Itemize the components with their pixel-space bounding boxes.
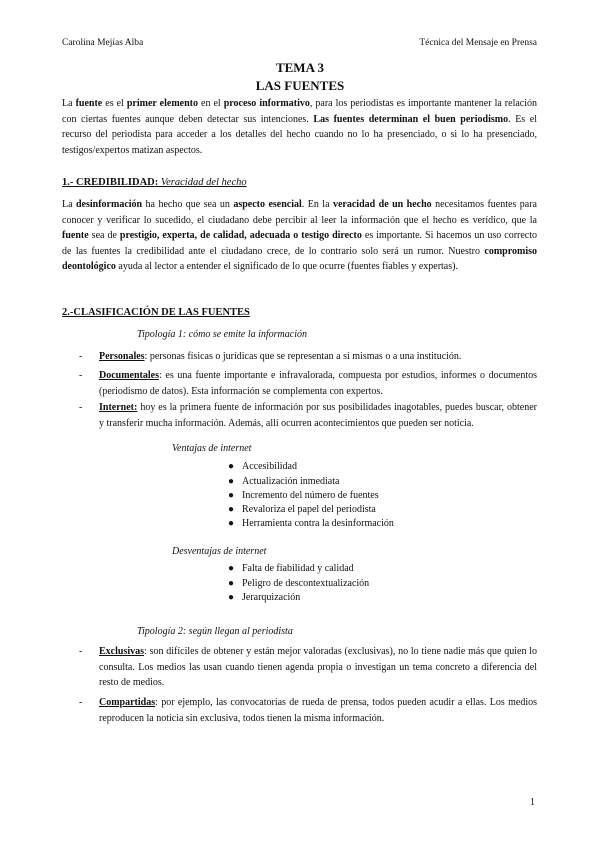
list-item-personales: - Personales: personas físicas o jurídicas que se representan a sí mismas o a una institución.: [79, 351, 462, 362]
list-item-documentales: - Documentales: es una fuente importante e infravalorada, compuesta por estudios, informes o documentos (periodismo de datos). Esta información se complementa con expertos.: [79, 370, 537, 397]
disadvantage-item: ● Peligro de descontextualización: [228, 578, 370, 589]
disadvantage-item: ● Jerarquización: [228, 592, 301, 603]
header-author: Carolina Mejías Alba: [62, 38, 144, 48]
disadvantage-item: ● Falta de fiabilidad y calidad: [228, 563, 354, 574]
advantage-item: ● Herramienta contra la desinformación: [228, 518, 394, 529]
document-title: TEMA 3: [275, 60, 325, 75]
advantages-heading: Ventajas de internet: [172, 443, 252, 454]
disadvantages-heading: Desventajas de internet: [172, 546, 267, 557]
section1-heading: 1.- CREDIBILIDAD: Veracidad del hecho: [62, 177, 247, 188]
section1-subtitle: Veracidad del hecho: [160, 177, 247, 188]
list-item-internet: - Internet: hoy es la primera fuente de información por sus posibilidades inagotables, puedes buscar, obtener y transferir mucha información. Además, allí ocurren acontecimientos que pueden ser noticia.: [79, 402, 537, 429]
advantage-item: ● Incremento del número de fuentes: [228, 490, 379, 501]
advantage-item: ● Accesibilidad: [228, 461, 297, 472]
list-item-exclusivas: - Exclusivas: son difíciles de obtener y están mejor valoradas (exclusivas), no lo tiene nadie más que quien lo consulta. Los medios las usan cuando tienen agenda propia o investigan un tema concreto a diferencia del resto de medios.: [79, 646, 537, 689]
intro-paragraph: La fuente es el primer elemento en el proceso informativo, para los periodistas es importante mantener la relación con ciertas fuentes aunque deben detectar sus intenciones. Las fuentes determinan el buen periodismo. Es el recurso del periodista para acceder a los detalles del hecho cuando no lo ha presenciado, o si lo ha presenciado, testigos/expertos matizan aspectos.: [62, 98, 538, 156]
page-number: 1: [530, 797, 535, 808]
advantage-item: ● Revaloriza el papel del periodista: [228, 504, 376, 515]
document-subtitle: LAS FUENTES: [255, 78, 345, 93]
advantage-item: ● Actualización inmediata: [228, 476, 340, 487]
list-item-compartidas: - Compartidas: por ejemplo, las convocatorias de rueda de prensa, todos pueden acudir a ellas. Los medios reproducen la noticia sin exclusiva, todos tienen la misma información.: [79, 697, 537, 724]
typology2-heading: Tipología 2: según llegan al periodista: [137, 626, 293, 637]
typology1-heading: Tipología 1: cómo se emite la información: [137, 329, 307, 340]
header-course: Técnica del Mensaje en Prensa: [419, 38, 537, 48]
section1-paragraph: La desinformación ha hecho que sea un aspecto esencial. En la veracidad de un hecho necesitamos fuentes para conocer y verificar lo sucedido, el ciudadano debe percibir al leer la información que el hecho es verídico, que la fuente sea de prestigio, experta, de calidad, adecuada o testigo directo es importante. Si hacemos un uso correcto de las fuentes la credibilidad ante el ciudadano crece, de lo contrario solo será un rumor. Nuestro compromiso deontológico ayuda al lector a entender el significado de lo que ocurre (fuentes fiables y expertas).: [62, 199, 538, 273]
section2-heading: 2.-CLASIFICACIÓN DE LAS FUENTES: [62, 307, 250, 318]
